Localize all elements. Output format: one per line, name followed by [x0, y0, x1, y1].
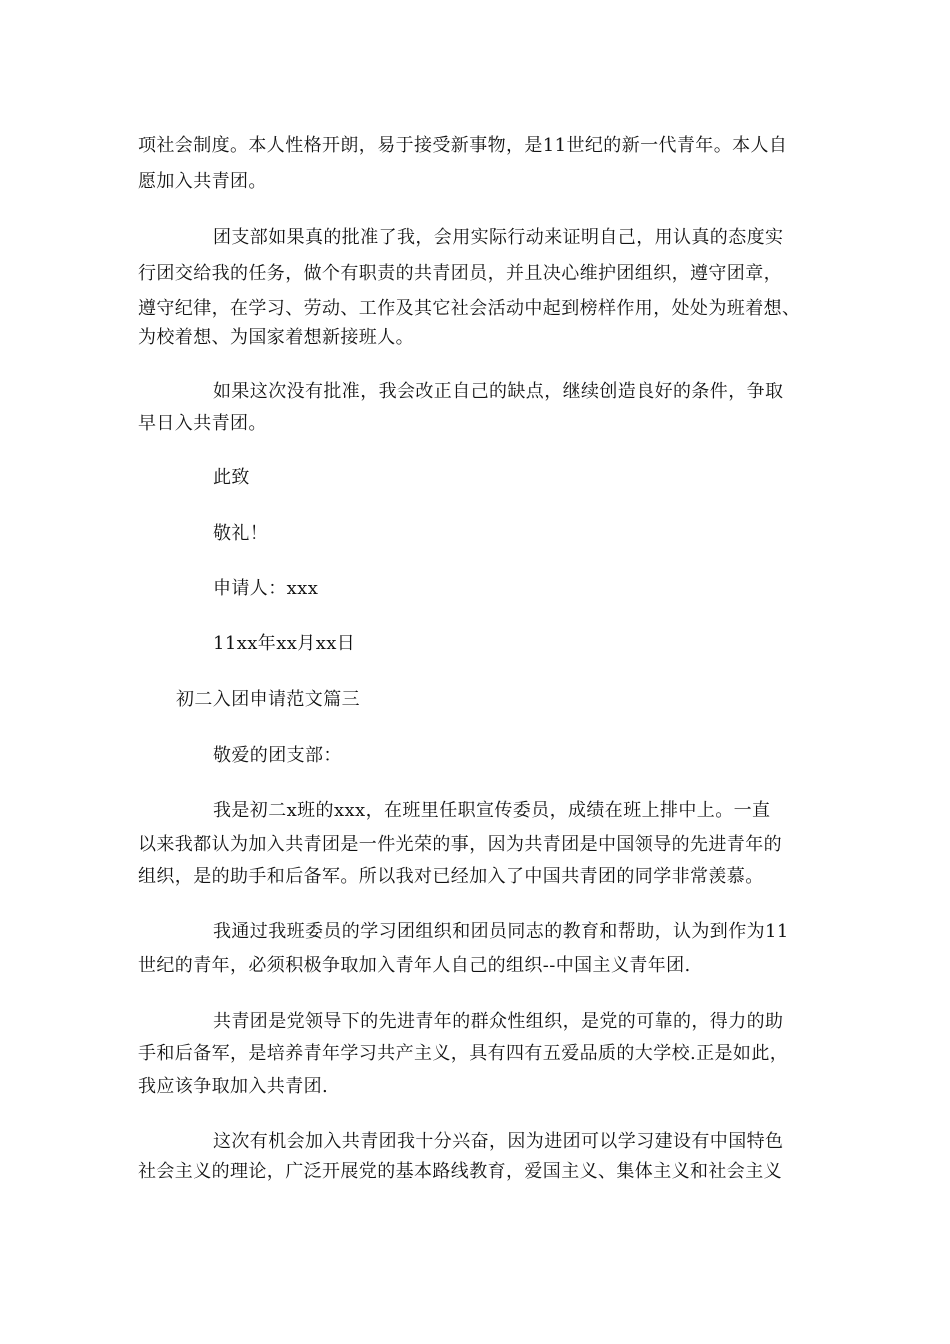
text-line: 遵守纪律，在学习、劳动、工作及其它社会活动中起到榜样作用，处处为班着想、 [138, 298, 801, 319]
text-line: 行团交给我的任务，做个有职责的共青团员，并且决心维护团组织，遵守团章， [138, 263, 782, 284]
text-line: 愿加入共青团。 [138, 171, 267, 192]
paragraph-start: 团支部如果真的批准了我，会用实际行动来证明自己，用认真的态度实 [213, 227, 784, 248]
text-line: 早日入共青团。 [138, 413, 267, 434]
applicant-line: 申请人：xxx [213, 578, 319, 599]
paragraph-start: 如果这次没有批准，我会改正自己的缺点，继续创造良好的条件，争取 [213, 381, 784, 402]
paragraph-start: 这次有机会加入共青团我十分兴奋，因为进团可以学习建设有中国特色 [213, 1131, 784, 1152]
text-line: 社会主义的理论，广泛开展党的基本路线教育，爱国主义、集体主义和社会主义 [138, 1161, 782, 1182]
text-line: 手和后备军，是培养青年学习共产主义，具有四有五爱品质的大学校.正是如此， [138, 1043, 789, 1064]
section-heading: 初二入团申请范文篇三 [176, 689, 360, 710]
text-line: 项社会制度。本人性格开朗，易于接受新事物，是11世纪的新一代青年。本人自 [138, 135, 788, 156]
text-line: 我应该争取加入共青团. [138, 1076, 329, 1097]
text-line: 为校着想、为国家着想新接班人。 [138, 327, 414, 348]
text-line: 世纪的青年，必须积极争取加入青年人自己的组织--中国主义青年团. [138, 955, 691, 976]
text-line: 组织，是的助手和后备军。所以我对已经加入了中国共青团的同学非常羡慕。 [138, 866, 764, 887]
date-line: 11xx年xx月xx日 [213, 633, 356, 654]
paragraph-start: 我是初二x班的xxx，在班里任职宣传委员，成绩在班上排中上。一直 [213, 800, 771, 821]
paragraph-start: 我通过我班委员的学习团组织和团员同志的教育和帮助，认为到作为11 [213, 921, 789, 942]
salutation-line: 敬礼！ [213, 523, 269, 544]
paragraph-start: 共青团是党领导下的先进青年的群众性组织，是党的可靠的，得力的助 [213, 1011, 784, 1032]
greeting-line: 敬爱的团支部： [213, 745, 342, 766]
text-line: 以来我都认为加入共青团是一件光荣的事，因为共青团是中国领导的先进青年的 [138, 834, 782, 855]
closing-line: 此致 [213, 467, 250, 488]
